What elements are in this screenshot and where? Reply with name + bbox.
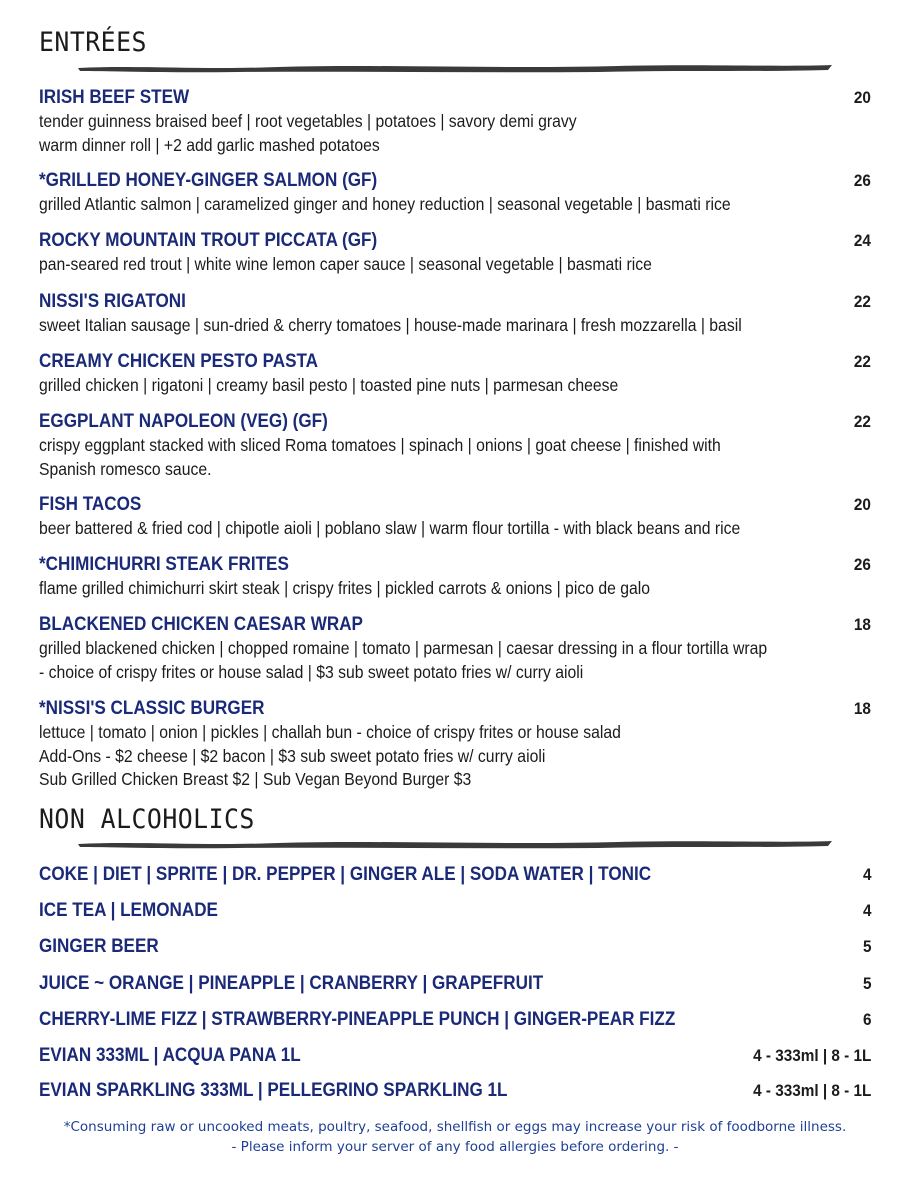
drink-item (39, 862, 871, 888)
menu-item (39, 553, 871, 601)
drink-item (39, 898, 871, 924)
item-price: 5 (862, 974, 871, 993)
menu-item (39, 86, 871, 157)
item-description: grilled chicken | rigatoni | creamy basil pesto | toasted pine nuts | parmesan cheese (39, 375, 619, 395)
entrees-title: ENTRÉES (39, 27, 147, 58)
item-description: Add-Ons - $2 cheese | $2 bacon | $3 sub sweet potato fries w/ curry aioli (39, 745, 546, 766)
entrees-brush-divider (78, 62, 832, 74)
item-name: NISSI'S RIGATONI (39, 291, 186, 312)
item-name: COKE | DIET | SPRITE | DR. PEPPER | GINGER ALE | SODA WATER | TONIC (39, 864, 652, 885)
item-description: sweet Italian sausage | sun-dried & cherry tomatoes | house-made marinara | fresh mozzarella | basil (39, 315, 742, 335)
item-description: grilled blackened chicken | chopped romaine | tomato | parmesan | caesar dressing in a flour tortilla wrap (39, 638, 768, 658)
item-description: Sub Grilled Chicken Breast $2 | Sub Vegan Beyond Burger $3 (39, 769, 472, 789)
item-price: 22 (853, 412, 871, 431)
item-price: 4 - 333ml | 8 - 1L (752, 1081, 871, 1100)
item-price: 4 (862, 901, 871, 920)
item-name: EGGPLANT NAPOLEON (VEG) (GF) (39, 411, 328, 432)
menu-item (39, 493, 871, 541)
item-name: *NISSI'S CLASSIC BURGER (39, 698, 265, 719)
menu-item (39, 350, 871, 398)
item-price: 20 (853, 88, 871, 107)
item-name: ICE TEA | LEMONADE (39, 900, 218, 921)
item-description: beer battered & fried cod | chipotle aioli | poblano slaw | warm flour tortilla - with black beans and rice (39, 518, 741, 538)
menu-item (39, 290, 871, 338)
item-description: grilled Atlantic salmon | caramelized ginger and honey reduction | seasonal vegetable | basmati rice (39, 194, 731, 214)
item-name: GINGER BEER (39, 936, 159, 957)
drink-item (39, 1007, 871, 1033)
drink-item (39, 971, 871, 997)
item-description: pan-seared red trout | white wine lemon caper sauce | seasonal vegetable | basmati rice (39, 254, 652, 274)
item-name: EVIAN 333ML | ACQUA PANA 1L (39, 1045, 301, 1066)
drink-item (39, 934, 871, 960)
item-name: ROCKY MOUNTAIN TROUT PICCATA (GF) (39, 230, 378, 251)
item-price: 22 (853, 292, 871, 311)
item-price: 5 (862, 937, 871, 956)
item-price: 4 (862, 865, 871, 884)
drink-item (39, 1078, 871, 1104)
drink-item (39, 1043, 871, 1069)
item-description: warm dinner roll | +2 add garlic mashed potatoes (39, 134, 380, 155)
item-name: CHERRY-LIME FIZZ | STRAWBERRY-PINEAPPLE PUNCH | GINGER-PEAR FIZZ (39, 1009, 676, 1030)
menu-item (39, 613, 871, 684)
menu-item (39, 229, 871, 277)
item-description: flame grilled chimichurri skirt steak | crispy frites | pickled carrots & onions | pico de galo (39, 578, 651, 598)
non-alcoholics-brush-divider (78, 838, 832, 850)
item-name: *GRILLED HONEY-GINGER SALMON (GF) (39, 170, 378, 191)
item-name: BLACKENED CHICKEN CAESAR WRAP (39, 614, 363, 635)
item-name: EVIAN SPARKLING 333ML | PELLEGRINO SPARKLING 1L (39, 1080, 508, 1101)
item-price: 4 - 333ml | 8 - 1L (752, 1046, 871, 1065)
item-price: 22 (853, 352, 871, 371)
item-price: 18 (853, 699, 871, 718)
menu-item (39, 410, 871, 481)
item-description: lettuce | tomato | onion | pickles | challah bun - choice of crispy frites or house salad (39, 722, 621, 742)
item-price: 6 (862, 1010, 871, 1029)
item-description: tender guinness braised beef | root vegetables | potatoes | savory demi gravy (39, 111, 577, 131)
allergy-notice: - Please inform your server of any food allergies before ordering. - (231, 1139, 679, 1155)
menu-item (39, 697, 871, 792)
item-description: Spanish romesco sauce. (39, 458, 212, 479)
item-name: JUICE ~ ORANGE | PINEAPPLE | CRANBERRY | GRAPEFRUIT (39, 973, 544, 994)
item-price: 18 (853, 615, 871, 634)
item-name: IRISH BEEF STEW (39, 87, 190, 108)
item-price: 24 (853, 231, 871, 250)
item-description: - choice of crispy frites or house salad | $3 sub sweet potato fries w/ curry aioli (39, 661, 584, 682)
item-name: FISH TACOS (39, 494, 142, 515)
item-price: 26 (853, 555, 871, 574)
item-price: 26 (853, 171, 871, 190)
item-name: CREAMY CHICKEN PESTO PASTA (39, 351, 319, 372)
item-description: crispy eggplant stacked with sliced Roma tomatoes | spinach | onions | goat cheese | finished with (39, 435, 721, 455)
item-price: 20 (853, 495, 871, 514)
allergy-footnote: *Consuming raw or uncooked meats, poultry, seafood, shellfish or eggs may increase your risk of foodborne illness. (63, 1119, 847, 1135)
non-alcoholics-title: NON ALCOHOLICS (39, 804, 255, 835)
menu-item (39, 169, 871, 217)
item-name: *CHIMICHURRI STEAK FRITES (39, 554, 289, 575)
